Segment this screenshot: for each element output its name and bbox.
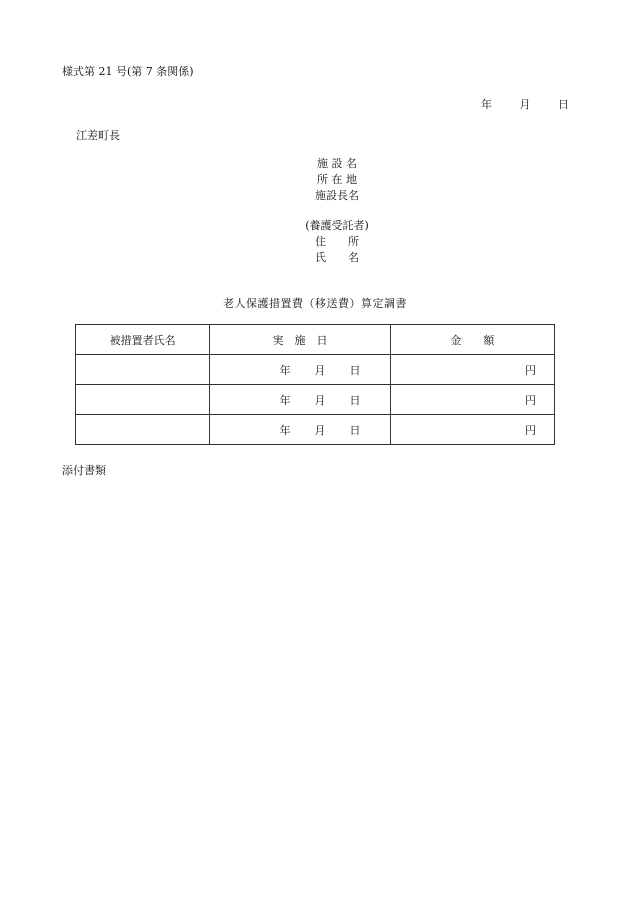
consignee-heading: (養護受託者) — [305, 219, 369, 232]
consignee-name-label: 氏 名 — [315, 251, 359, 264]
month-label: 月 — [314, 363, 326, 377]
amount-cell[interactable] — [390, 415, 554, 445]
consignee-block — [0, 218, 630, 266]
currency-label: 円 — [525, 423, 536, 437]
facility-block — [0, 156, 630, 204]
currency-label: 円 — [525, 363, 536, 377]
date-year-label: 年 — [481, 98, 492, 111]
date-cell[interactable] — [210, 415, 390, 445]
amount-cell[interactable] — [390, 355, 554, 385]
table-row — [76, 355, 555, 385]
month-label: 月 — [314, 423, 326, 437]
day-label: 日 — [349, 423, 361, 437]
amount-cell[interactable] — [390, 385, 554, 415]
submission-date — [481, 96, 569, 112]
addressee: 江差町長 — [76, 129, 120, 142]
date-cell[interactable] — [210, 355, 390, 385]
currency-label: 円 — [525, 393, 536, 407]
year-label: 年 — [279, 423, 291, 437]
day-label: 日 — [349, 363, 361, 377]
date-day-label: 日 — [558, 98, 569, 111]
calculation-table — [75, 324, 555, 445]
year-label: 年 — [279, 393, 291, 407]
year-label: 年 — [279, 363, 291, 377]
header-date: 実 施 日 — [210, 325, 390, 355]
document-title: 老人保護措置費（移送費）算定調書 — [223, 297, 407, 310]
form-number: 様式第 21 号(第 7 条関係) — [62, 65, 194, 78]
recipient-name-cell[interactable] — [76, 415, 210, 445]
table-row — [76, 415, 555, 445]
header-amount: 金 額 — [390, 325, 554, 355]
recipient-name-cell[interactable] — [76, 355, 210, 385]
facility-name-label: 施 設 名 — [317, 157, 357, 170]
table-header-row — [76, 325, 555, 355]
table-row — [76, 385, 555, 415]
date-cell[interactable] — [210, 385, 390, 415]
recipient-name-cell[interactable] — [76, 385, 210, 415]
facility-address-label: 所 在 地 — [317, 173, 357, 186]
attachments-label: 添付書類 — [62, 464, 106, 477]
consignee-address-label: 住 所 — [315, 235, 359, 248]
date-month-label: 月 — [519, 98, 531, 111]
header-recipient-name: 被措置者氏名 — [76, 325, 210, 355]
facility-director-label: 施設長名 — [315, 189, 359, 202]
month-label: 月 — [314, 393, 326, 407]
day-label: 日 — [349, 393, 361, 407]
